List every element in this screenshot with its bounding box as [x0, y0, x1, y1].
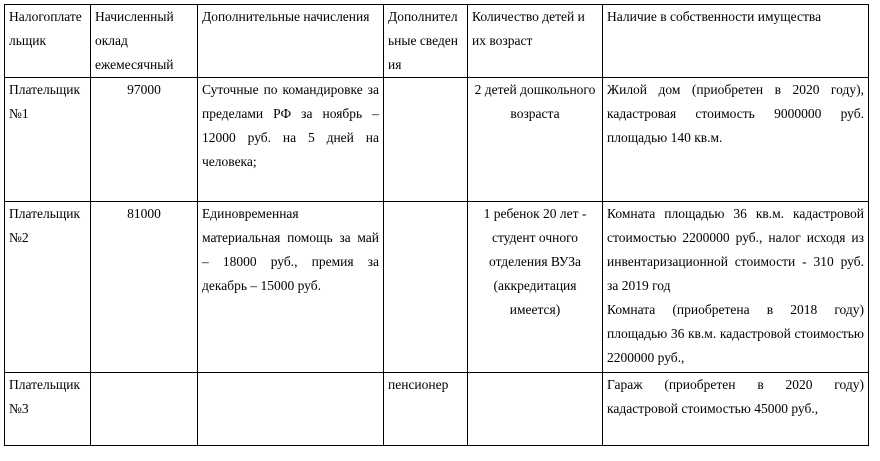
salary-cell: 81000	[91, 202, 198, 373]
header-children: Количество детей и их возраст	[468, 5, 603, 78]
header-payer: Налогоплательщик	[5, 5, 91, 78]
salary-cell: 97000	[91, 78, 198, 202]
property-item: Комната (приобретена в 2018 году) площадью 36 кв.м. кадастровой стоимостью 2200000 руб.,	[607, 302, 864, 365]
salary-cell	[91, 373, 198, 446]
payer-cell: Плательщик №1	[5, 78, 91, 202]
extra-accruals-cell: Единовременная материальная помощь за май – 18000 руб., премия за декабрь – 15000 руб.	[198, 202, 384, 373]
extra-info-cell: пенсионер	[384, 373, 468, 446]
taxpayers-table	[4, 4, 869, 446]
extra-info-cell	[384, 202, 468, 373]
header-row	[5, 5, 869, 78]
property-cell	[603, 78, 869, 202]
payer-cell: Плательщик №3	[5, 373, 91, 446]
children-cell	[468, 373, 603, 446]
payer-cell: Плательщик №2	[5, 202, 91, 373]
children-cell: 2 детей дошкольного возраста	[468, 78, 603, 202]
property-item: Гараж (приобретен в 2020 году) кадастровой стоимостью 45000 руб.,	[607, 377, 864, 416]
property-item: Жилой дом (приобретен в 2020 году), кадастровая стоимость 9000000 руб. площадью 140 кв.м.	[607, 82, 864, 145]
extra-info-cell	[384, 78, 468, 202]
table-row	[5, 373, 869, 446]
header-property: Наличие в собственности имущества	[603, 5, 869, 78]
header-extra-accruals: Дополнительные начисления	[198, 5, 384, 78]
table-row	[5, 202, 869, 373]
property-cell	[603, 202, 869, 373]
property-cell	[603, 373, 869, 446]
header-salary: Начисленный оклад ежемесячный	[91, 5, 198, 78]
property-item: Комната площадью 36 кв.м. кадастровой стоимостью 2200000 руб., налог исходя из инвентаризационной стоимости - 310 руб. за 2019 год	[607, 206, 864, 293]
table-row	[5, 78, 869, 202]
extra-accruals-cell	[198, 373, 384, 446]
extra-accruals-cell: Суточные по командировке за пределами РФ за ноябрь – 12000 руб. на 5 дней на человека;	[198, 78, 384, 202]
children-cell: 1 ребенок 20 лет - студент очного отделения ВУЗа (аккредитация имеется)	[468, 202, 603, 373]
header-extra-info: Дополнительные сведения	[384, 5, 468, 78]
